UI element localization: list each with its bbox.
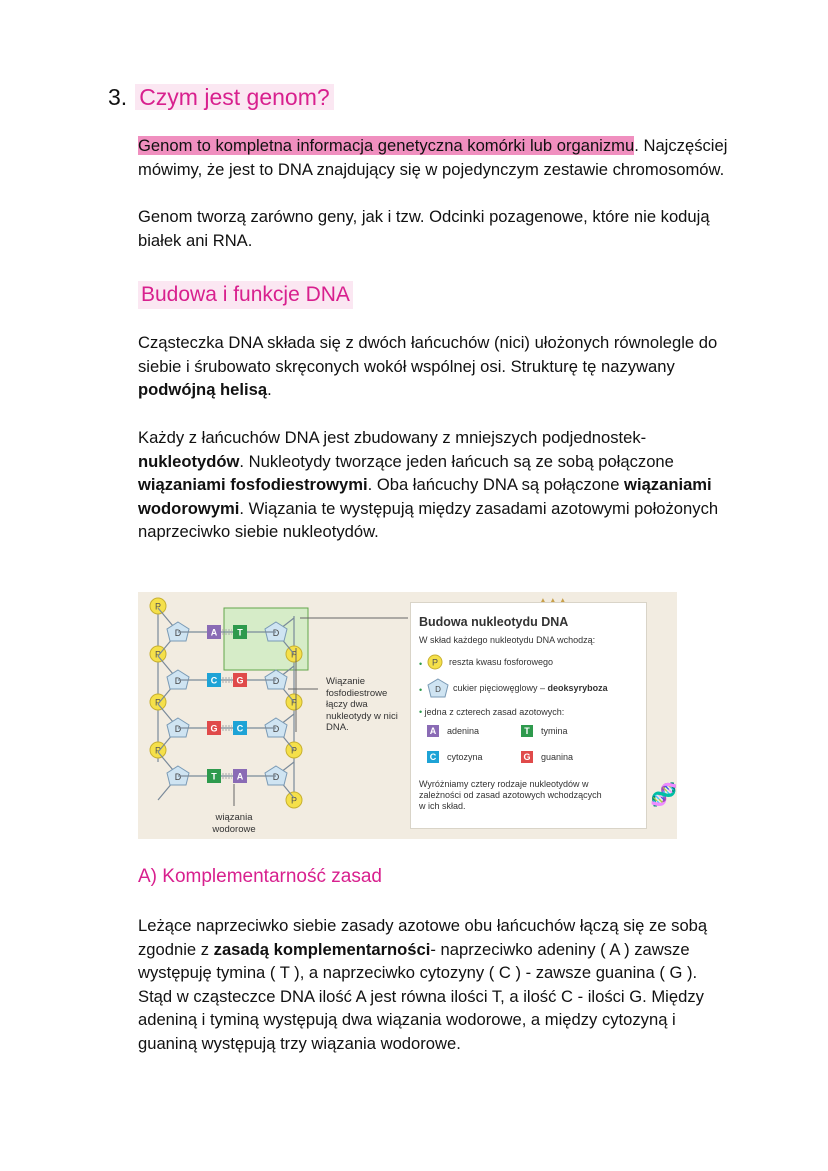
legend-cytozyna: cytozyna: [447, 752, 483, 762]
legend-item-sugar: cukier pięciowęglowy – deoksyryboza: [453, 683, 608, 693]
base-G-label: G: [210, 723, 218, 734]
legend-intro: W skład każdego nukleotydu DNA wchodzą:: [419, 635, 596, 645]
guanine-icon: G: [521, 751, 533, 763]
base-G-label: G: [236, 675, 244, 686]
legend-tymina: tymina: [541, 726, 568, 736]
legend-title: Budowa nukleotydu DNA: [419, 615, 569, 629]
phosphate-label: P: [290, 697, 298, 708]
cytosine-icon: C: [427, 751, 439, 763]
phosphate-icon: [427, 654, 443, 670]
base-A-label: A: [210, 627, 218, 638]
deoxyribose-label: D: [174, 772, 182, 782]
thymine-icon: T: [521, 725, 533, 737]
complementarity-heading: A) Komplementarność zasad: [138, 866, 382, 887]
deoxyribose-label: D: [272, 724, 280, 734]
base-T-label: T: [211, 771, 217, 782]
deoxyribose-label: D: [174, 724, 182, 734]
deoxyribose-label: D: [272, 628, 280, 638]
base-A-label: A: [236, 771, 244, 782]
nucleotide-legend-box: Budowa nukleotydu DNA W skład każdego nukleotydu DNA wchodzą: • P reszta kwasu fosforowego • D cukier pięciowęglowy – deoksyryboza • jedna z czterech zasad azotowych: A adenina T tymina C cytozyna G guanina Wyróżniamy cztery rodzaje nukleotydów w zależności od zasad azotowych wchodzących w ich skład.: [410, 602, 647, 829]
hydrogen-bonds-label: wiązania wodorowe: [212, 812, 256, 835]
left-strand: [150, 598, 189, 800]
complementarity-paragraph: Leżące naprzeciwko siebie zasady azotowe obu łańcuchów łączą się ze sobą zgodnie z zasadą komplementarności- naprzeciwko adeniny ( A ) zawsze występuję tymina ( T ), a naprzeciwko cytozyny ( C ) - zawsze guanina ( G ). Stąd w cząsteczce DNA ilość A jest równa ilości T, a ilość C - ilości G. Między adeniną i tyminą występują dwa wiązania wodorowe, a między cytozyną i guaniną występują trzy wiązania wodorowe.: [138, 916, 708, 1053]
svg-text:P: P: [431, 657, 439, 668]
phosphate-label: P: [290, 649, 298, 660]
adenine-icon: A: [427, 725, 439, 737]
phosphate-label: P: [154, 745, 162, 756]
genome-paragraph-2: Genom tworzą zarówno geny, jak i tzw. Odcinki pozagenowe, które nie kodują białek ani RNA.: [138, 207, 710, 250]
svg-text:🧬: 🧬: [650, 782, 677, 807]
dna-paragraph-2: Każdy z łańcuchów DNA jest zbudowany z mniejszych podjednostek- nukleotydów. Nukleotydy tworzące jeden łańcuch są ze sobą połączone wiązaniami fosfodiestrowymi. Oba łańcuchy DNA są połączone wiązaniami wodorowymi. Wiązania te występują między zasadami azotowymi położonych naprzeciwko siebie nukleotydów.: [138, 428, 719, 541]
base-C-label: C: [210, 675, 218, 686]
genome-definition: Genom to kompletna informacja genetyczna komórki lub organizmu. Najczęściej mówimy, że jest to DNA znajdujący się w pojedynczym zestawie chromosomów.: [138, 136, 728, 179]
genome-rest: Najczęściej mówimy, że jest to DNA znajdujący się w pojedynczym zestawie chromosomów.: [138, 136, 728, 179]
base-C-label: C: [236, 723, 244, 734]
dna-heading: Budowa i funkcje DNA: [138, 281, 353, 309]
legend-item-bases: • jedna z czterech zasad azotowych:: [419, 707, 565, 717]
dna-paragraph-1: Cząsteczka DNA składa się z dwóch łańcuchów (nici) ułożonych równolegle do siebie i śrubowato skręconych wokół wspólnej osi. Strukturę tę nazywany podwójną helisą.: [138, 333, 718, 399]
nucleotide-figure: [138, 592, 677, 839]
section-heading: [108, 82, 334, 112]
deoxyribose-icon: [427, 678, 449, 698]
legend-item-phosphate: reszta kwasu fosforowego: [449, 657, 554, 667]
deoxyribose-label: D: [174, 676, 182, 686]
section-title: Czym jest genom?: [135, 84, 333, 110]
phosphate-label: P: [154, 649, 162, 660]
svg-text:D: D: [435, 685, 441, 694]
phosphodiester-label: Wiązanie fosfodiestrowe łączy dwa nukleotydy w nici DNA.: [326, 676, 398, 733]
phosphate-label: P: [290, 745, 298, 756]
section-number: 3.: [108, 84, 128, 110]
deoxyribose-label: D: [272, 676, 280, 686]
genome-highlight: Genom to kompletna informacja genetyczna komórki lub organizmu: [138, 136, 635, 155]
phosphate-label: P: [154, 697, 162, 708]
deoxyribose-label: D: [174, 628, 182, 638]
deoxyribose-label: D: [272, 772, 280, 782]
legend-footer: Wyróżniamy cztery rodzaje nukleotydów w zależności od zasad azotowych wchodzących w ich skład.: [419, 779, 602, 811]
legend-adenina: adenina: [447, 726, 480, 736]
phosphate-label: P: [290, 795, 298, 806]
base-T-label: T: [237, 627, 243, 638]
legend-guanina: guanina: [541, 752, 574, 762]
phosphate-label: P: [154, 601, 162, 612]
